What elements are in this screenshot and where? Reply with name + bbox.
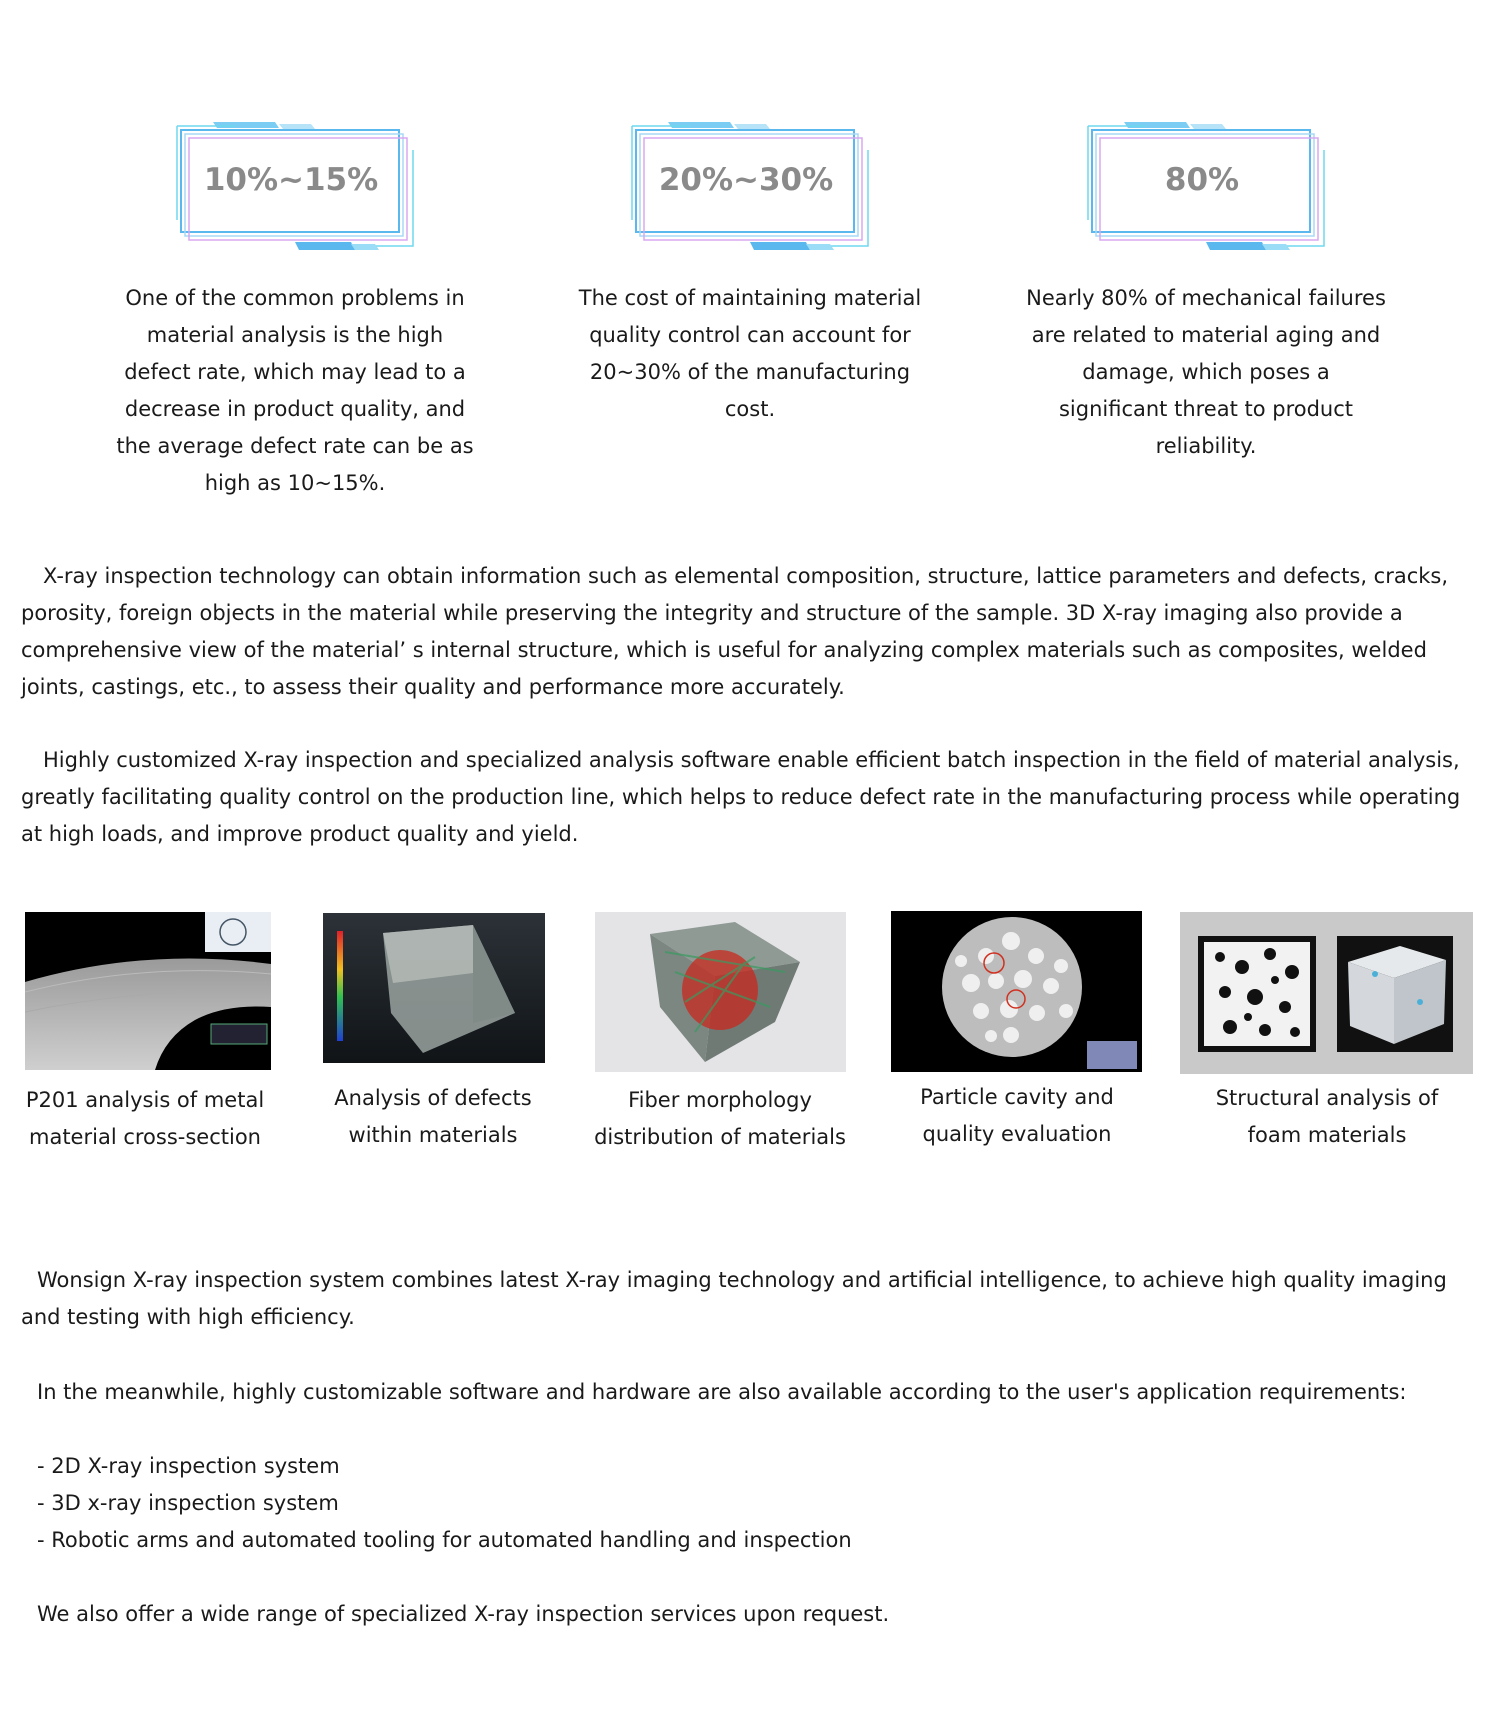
intro-paragraph-1-text: X-ray inspection technology can obtain information such as elemental composition, structure, lattice parameters and defects, cracks, porosity, foreign objects in the material while preserving the integrity and structure of the sample. 3D X-ray imaging also provide a comprehensive view of the material’ s internal structure, which is useful for analyzing complex materials such as composites, welded joints, castings, etc., to assess their quality and performance more accurately. (21, 564, 1449, 699)
stat-description: Nearly 80% of mechanical failures are related to material aging and damage, which poses a significant threat to product reliability. (1026, 286, 1386, 458)
stat-frame (630, 120, 870, 260)
gallery-caption-4: Particle cavity and quality evaluation (920, 1085, 1114, 1146)
defect-volume-image (323, 913, 545, 1063)
stat-value: 80% (1164, 162, 1240, 198)
stat-frame (1086, 120, 1326, 260)
gallery-caption-5: Structural analysis of foam materials (1215, 1086, 1439, 1147)
gallery-caption-1: P201 analysis of metal material cross-section (25, 1088, 265, 1149)
stat-value: 20%~30% (658, 162, 834, 198)
intro-paragraph-2 (21, 742, 1481, 853)
stat-frame (175, 120, 415, 260)
particle-circle-image (891, 911, 1142, 1072)
gallery-caption-3: Fiber morphology distribution of materials (594, 1088, 846, 1149)
intro-paragraph-1 (21, 558, 1481, 706)
list-item: - 3D x-ray inspection system (37, 1491, 339, 1515)
intro-paragraph-2-text: Highly customized X-ray inspection and specialized analysis software enable efficient batch inspection in the field of material analysis, greatly facilitating quality control on the production line, which helps to reduce defect rate in the manufacturing process while operating at high loads, and improve product quality and yield. (21, 748, 1461, 846)
list-item: - 2D X-ray inspection system (37, 1454, 340, 1478)
metal-cross-section-image (25, 912, 271, 1070)
foam-material-image (1180, 912, 1473, 1074)
outro-paragraph-3: We also offer a wide range of specialized X-ray inspection services upon request. (37, 1602, 890, 1626)
gallery-caption-2: Analysis of defects within materials (334, 1086, 532, 1147)
outro-paragraph-1-text: Wonsign X-ray inspection system combines latest X-ray imaging technology and artificial intelligence, to achieve high quality imaging and testing with high efficiency. (21, 1268, 1447, 1329)
stat-description: One of the common problems in material analysis is the high defect rate, which may lead to a decrease in product quality, and the average defect rate can be as high as 10~15%. (116, 286, 474, 495)
stat-card-1 (105, 120, 485, 502)
stat-card-3 (1016, 120, 1396, 465)
stat-description: The cost of maintaining material quality control can account for 20~30% of the manufacturing cost. (578, 286, 922, 421)
outro-paragraph-1 (21, 1262, 1481, 1336)
stat-value: 10%~15% (203, 162, 379, 198)
outro-feature-list (37, 1448, 1497, 1559)
outro-paragraph-2: In the meanwhile, highly customizable software and hardware are also available according to the user's application requirements: (37, 1380, 1407, 1404)
stat-card-2 (560, 120, 940, 428)
list-item: - Robotic arms and automated tooling for automated handling and inspection (37, 1528, 852, 1552)
fiber-cube-image (595, 912, 846, 1072)
